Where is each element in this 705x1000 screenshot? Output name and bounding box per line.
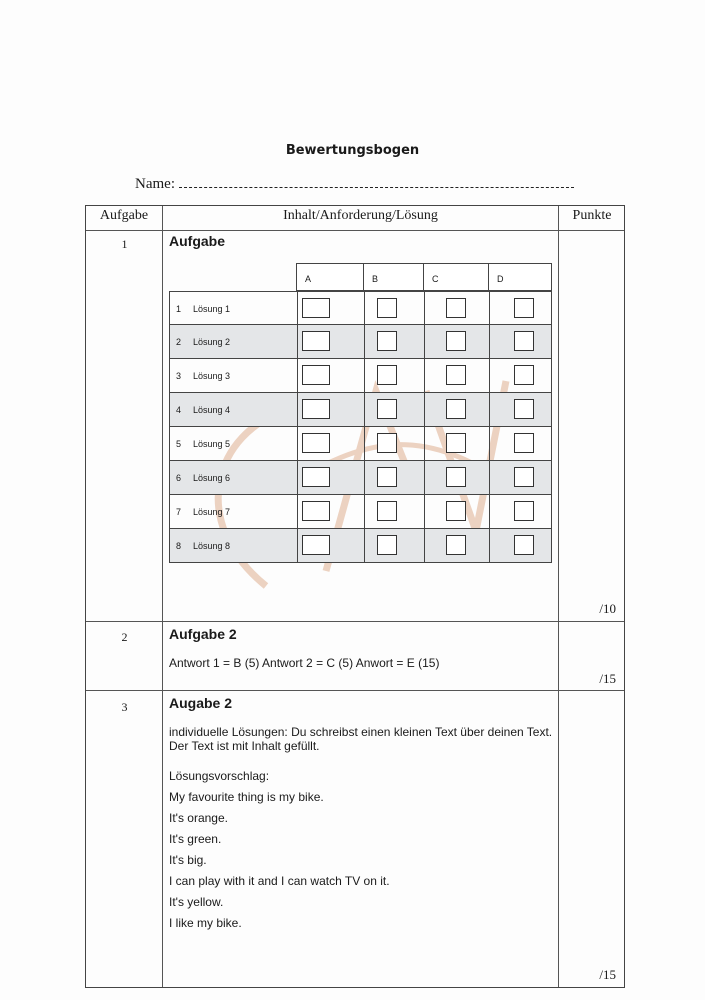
checkbox-a[interactable] <box>302 331 330 351</box>
grid-row <box>169 427 552 461</box>
task-title: Augabe 2 <box>169 695 233 711</box>
checkbox-a[interactable] <box>302 399 330 419</box>
checkbox-a[interactable] <box>302 535 330 555</box>
row-label: Lösung 4 <box>193 405 231 415</box>
suggestion-line: It's orange. <box>169 811 228 825</box>
task-number: 2 <box>121 630 128 644</box>
checkbox-b[interactable] <box>377 399 397 419</box>
checkbox-d[interactable] <box>514 331 534 351</box>
checkbox-c[interactable] <box>446 501 466 521</box>
task-number: 3 <box>121 700 128 714</box>
row-number: 6 <box>176 473 182 483</box>
task-title: Aufgabe <box>169 233 225 249</box>
row-number: 7 <box>176 507 182 517</box>
checkbox-d[interactable] <box>514 298 534 318</box>
checkbox-d[interactable] <box>514 365 534 385</box>
row-label: Lösung 7 <box>193 507 231 517</box>
suggestion-line: It's yellow. <box>169 895 224 909</box>
row-label: Lösung 3 <box>193 371 231 381</box>
row-number: 1 <box>176 304 182 314</box>
checkbox-a[interactable] <box>302 501 330 521</box>
task-title: Aufgabe 2 <box>169 626 237 642</box>
checkbox-d[interactable] <box>514 433 534 453</box>
column-divider <box>558 206 559 987</box>
checkbox-c[interactable] <box>446 467 466 487</box>
suggestion-line: My favourite thing is my bike. <box>169 790 324 804</box>
task-points: /15 <box>599 967 616 982</box>
grading-table <box>85 205 625 988</box>
suggestion-line: It's green. <box>169 832 222 846</box>
checkbox-c[interactable] <box>446 298 466 318</box>
row-number: 8 <box>176 541 182 551</box>
row-label: Lösung 8 <box>193 541 231 551</box>
checkbox-d[interactable] <box>514 501 534 521</box>
checkbox-b[interactable] <box>377 331 397 351</box>
suggestion-line: It's big. <box>169 853 207 867</box>
row-label: Lösung 6 <box>193 473 231 483</box>
row-number: 5 <box>176 439 182 449</box>
row-label: Lösung 2 <box>193 337 231 347</box>
checkbox-c[interactable] <box>446 433 466 453</box>
checkbox-b[interactable] <box>377 467 397 487</box>
checkbox-b[interactable] <box>377 365 397 385</box>
grid-row <box>169 529 552 563</box>
checkbox-d[interactable] <box>514 399 534 419</box>
checkbox-d[interactable] <box>514 467 534 487</box>
page-title: Bewertungsbogen <box>285 143 420 158</box>
checkbox-a[interactable] <box>302 298 330 318</box>
grid-row <box>169 325 552 359</box>
suggestion-line: I can play with it and I can watch TV on it. <box>169 874 390 888</box>
row-divider <box>86 230 624 231</box>
suggestion-label: Lösungsvorschlag: <box>169 769 270 783</box>
task-points: /10 <box>599 601 616 616</box>
row-number: 4 <box>176 405 182 415</box>
header-content: Inhalt/Anforderung/Lösung <box>283 208 438 223</box>
checkbox-d[interactable] <box>514 535 534 555</box>
row-label: Lösung 1 <box>193 304 231 314</box>
checkbox-b[interactable] <box>377 501 397 521</box>
row-number: 3 <box>176 371 182 381</box>
instructions-line: individuelle Lösungen: Du schreibst einen kleinen Text über deinen Text. <box>169 725 553 739</box>
grid-row <box>169 495 552 529</box>
grid-col-a: A <box>296 263 364 291</box>
name-blank-line[interactable] <box>179 175 574 188</box>
grid-col-b: B <box>363 263 424 291</box>
checkbox-c[interactable] <box>446 399 466 419</box>
header-points: Punkte <box>572 208 612 223</box>
suggestion-line: I like my bike. <box>169 916 242 930</box>
row-divider <box>86 621 624 622</box>
task-points: /15 <box>599 671 616 686</box>
grid-col-c: C <box>423 263 489 291</box>
instructions-line: Der Text ist mit Inhalt gefüllt. <box>169 739 320 753</box>
task-answer: Antwort 1 = B (5) Antwort 2 = C (5) Anwort = E (15) <box>169 656 440 670</box>
task-instructions <box>169 725 552 753</box>
grid-row <box>169 461 552 495</box>
checkbox-b[interactable] <box>377 433 397 453</box>
row-number: 2 <box>176 337 182 347</box>
row-label: Lösung 5 <box>193 439 231 449</box>
checkbox-b[interactable] <box>377 535 397 555</box>
task-number: 1 <box>121 237 128 251</box>
checkbox-a[interactable] <box>302 467 330 487</box>
checkbox-b[interactable] <box>377 298 397 318</box>
grid-row <box>169 291 552 325</box>
grid-row <box>169 359 552 393</box>
name-label: Name: <box>135 176 175 192</box>
grid-row <box>169 393 552 427</box>
checkbox-c[interactable] <box>446 331 466 351</box>
checkbox-a[interactable] <box>302 365 330 385</box>
checkbox-c[interactable] <box>446 535 466 555</box>
checkbox-c[interactable] <box>446 365 466 385</box>
column-divider <box>162 206 163 987</box>
row-divider <box>86 690 624 691</box>
grid-col-d: D <box>488 263 552 291</box>
header-task: Aufgabe <box>99 208 149 223</box>
checkbox-a[interactable] <box>302 433 330 453</box>
name-field <box>135 175 574 193</box>
